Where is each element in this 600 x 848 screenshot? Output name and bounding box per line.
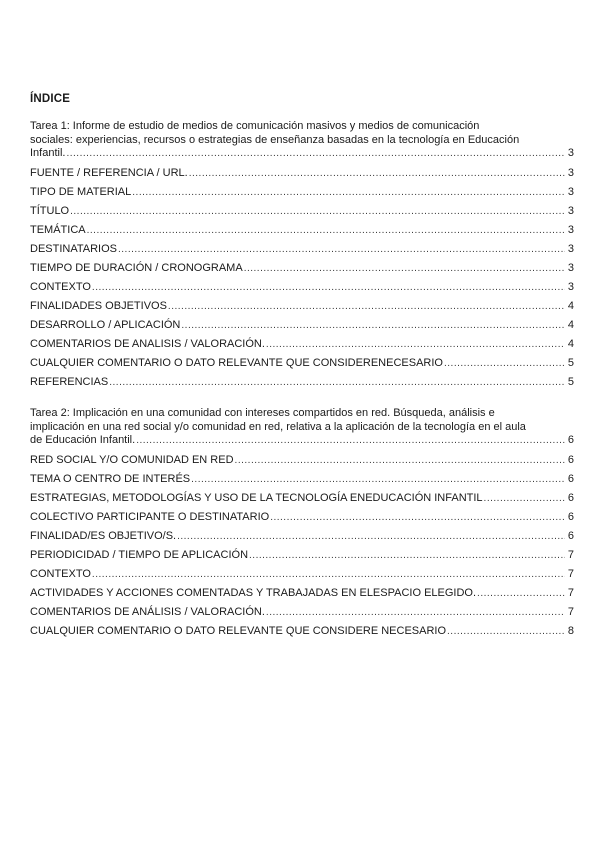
dot-leader xyxy=(87,221,565,240)
dot-leader xyxy=(444,354,565,373)
dot-leader xyxy=(447,622,565,641)
toc-entry[interactable] xyxy=(30,221,574,240)
toc-page-number: 6 xyxy=(567,434,574,446)
dot-leader xyxy=(477,584,565,603)
toc-label: PERIODICIDAD / TIEMPO DE APLICACIÓN xyxy=(30,548,249,561)
toc-label: ACTIVIDADES Y ACCIONES COMENTADAS Y TRABAJADAS EN ELESPACIO ELEGIDO. xyxy=(30,586,477,599)
dot-leader xyxy=(92,278,565,297)
toc-label: FUENTE / REFERENCIA / URL. xyxy=(30,166,188,179)
toc-page-number: 7 xyxy=(567,548,574,561)
toc-entry[interactable] xyxy=(30,584,574,603)
toc-entry[interactable] xyxy=(30,335,574,354)
toc-label: TÍTULO xyxy=(30,204,70,217)
toc-label: REFERENCIAS xyxy=(30,375,109,388)
toc-entry[interactable] xyxy=(30,164,574,183)
dot-leader xyxy=(109,373,565,392)
dot-leader xyxy=(66,147,565,161)
toc-page-number: 6 xyxy=(567,510,574,523)
toc-label: COMENTARIOS DE ANÁLISIS / VALORACIÓN. xyxy=(30,605,265,618)
dot-leader xyxy=(70,202,565,221)
index-title: ÍNDICE xyxy=(30,93,71,105)
toc-page-number: 3 xyxy=(567,223,574,236)
toc-page-number: 6 xyxy=(567,491,574,504)
toc-page-number: 4 xyxy=(567,337,574,350)
intro-last-line xyxy=(30,147,574,161)
toc-label: TIPO DE MATERIAL xyxy=(30,185,132,198)
toc-page-number: 3 xyxy=(567,204,574,217)
toc-page-number: 7 xyxy=(567,586,574,599)
toc-page-number: 3 xyxy=(567,185,574,198)
toc-label: CONTEXTO xyxy=(30,567,91,580)
toc-page-number: 3 xyxy=(567,166,574,179)
toc-section-tarea-2 xyxy=(30,407,574,641)
toc-entry[interactable] xyxy=(30,354,574,373)
toc-label: de Educación Infantil. xyxy=(30,434,136,446)
toc-section-tarea-1 xyxy=(30,120,574,392)
dot-leader xyxy=(484,489,565,508)
toc-label: RED SOCIAL Y/O COMUNIDAD EN RED xyxy=(30,453,234,466)
toc-label: ESTRATEGIAS, METODOLOGÍAS Y USO DE LA TECNOLOGÍA ENEDUCACIÓN INFANTIL xyxy=(30,491,483,504)
toc-entry[interactable] xyxy=(30,240,574,259)
toc-entry[interactable] xyxy=(30,316,574,335)
toc-page-number: 6 xyxy=(567,453,574,466)
dot-leader xyxy=(177,527,565,546)
dot-leader xyxy=(92,565,565,584)
toc-page-number: 3 xyxy=(567,242,574,255)
toc-page-number: 8 xyxy=(567,624,574,637)
toc-entry[interactable] xyxy=(30,603,574,622)
toc-label: TEMA O CENTRO DE INTERÉS xyxy=(30,472,191,485)
dot-leader xyxy=(270,508,565,527)
toc-page-number: 4 xyxy=(567,299,574,312)
toc-label: TEMÁTICA xyxy=(30,223,86,236)
toc-label: COLECTIVO PARTICIPANTE O DESTINATARIO xyxy=(30,510,270,523)
toc-entry[interactable] xyxy=(30,470,574,489)
toc-entry[interactable] xyxy=(30,622,574,641)
toc-label: CUALQUIER COMENTARIO O DATO RELEVANTE QUE CONSIDERE NECESARIO xyxy=(30,624,447,637)
toc-label: DESARROLLO / APLICACIÓN xyxy=(30,318,181,331)
toc-entry[interactable] xyxy=(30,373,574,392)
toc-page-number: 6 xyxy=(567,472,574,485)
intro-line: sociales: experiencias, recursos o estrategias de enseñanza basadas en la tecnología en Educación xyxy=(30,133,520,146)
toc-label: COMENTARIOS DE ANALISIS / VALORACIÓN. xyxy=(30,337,265,350)
toc-page-number: 5 xyxy=(567,356,574,369)
toc-page-number: 5 xyxy=(567,375,574,388)
dot-leader xyxy=(266,335,565,354)
toc-label: FINALIDADES OBJETIVOS xyxy=(30,299,167,312)
toc-entry-tarea-2[interactable] xyxy=(30,407,574,448)
toc-entry[interactable] xyxy=(30,508,574,527)
dot-leader xyxy=(191,470,565,489)
dot-leader xyxy=(118,240,565,259)
toc-page-number: 7 xyxy=(567,605,574,618)
dot-leader xyxy=(235,451,565,470)
dot-leader xyxy=(136,434,565,448)
toc-label: CONTEXTO xyxy=(30,280,91,293)
toc-entry[interactable] xyxy=(30,527,574,546)
toc-entry[interactable] xyxy=(30,451,574,470)
dot-leader xyxy=(189,164,565,183)
toc-page-number: 7 xyxy=(567,567,574,580)
toc-label: Infantil. xyxy=(30,147,66,159)
dot-leader xyxy=(249,546,565,565)
toc-label: DESTINATARIOS xyxy=(30,242,117,255)
intro-last-line xyxy=(30,434,574,448)
toc-label: FINALIDAD/ES OBJETIVO/S. xyxy=(30,529,177,542)
dot-leader xyxy=(244,259,565,278)
toc-page-number: 6 xyxy=(567,529,574,542)
toc-page-number: 3 xyxy=(567,147,574,159)
toc-entry[interactable] xyxy=(30,297,574,316)
dot-leader xyxy=(266,603,565,622)
dot-leader xyxy=(181,316,565,335)
dot-leader xyxy=(132,183,565,202)
intro-line: Tarea 1: Informe de estudio de medios de comunicación masivos y medios de comunicación xyxy=(30,120,480,132)
toc-entry-tarea-1[interactable] xyxy=(30,120,574,161)
intro-line: implicación en una red social y/o comunidad en red, relativa a la aplicación de la tecnología en el aula xyxy=(30,420,526,433)
intro-line: Tarea 2: Implicación en una comunidad con intereses compartidos en red. Búsqueda, análisis e xyxy=(30,407,495,419)
toc-label: CUALQUIER COMENTARIO O DATO RELEVANTE QUE CONSIDERENECESARIO xyxy=(30,356,443,369)
toc-entry[interactable] xyxy=(30,565,574,584)
toc-page-number: 3 xyxy=(567,261,574,274)
toc-label: TIEMPO DE DURACIÓN / CRONOGRAMA xyxy=(30,261,243,274)
toc-entry[interactable] xyxy=(30,259,574,278)
toc-entry[interactable] xyxy=(30,202,574,221)
dot-leader xyxy=(168,297,565,316)
toc-page-number: 3 xyxy=(567,280,574,293)
toc-entry[interactable] xyxy=(30,489,574,508)
toc-entry[interactable] xyxy=(30,183,574,202)
toc-page-number: 4 xyxy=(567,318,574,331)
toc-entry[interactable] xyxy=(30,278,574,297)
toc-entry[interactable] xyxy=(30,546,574,565)
